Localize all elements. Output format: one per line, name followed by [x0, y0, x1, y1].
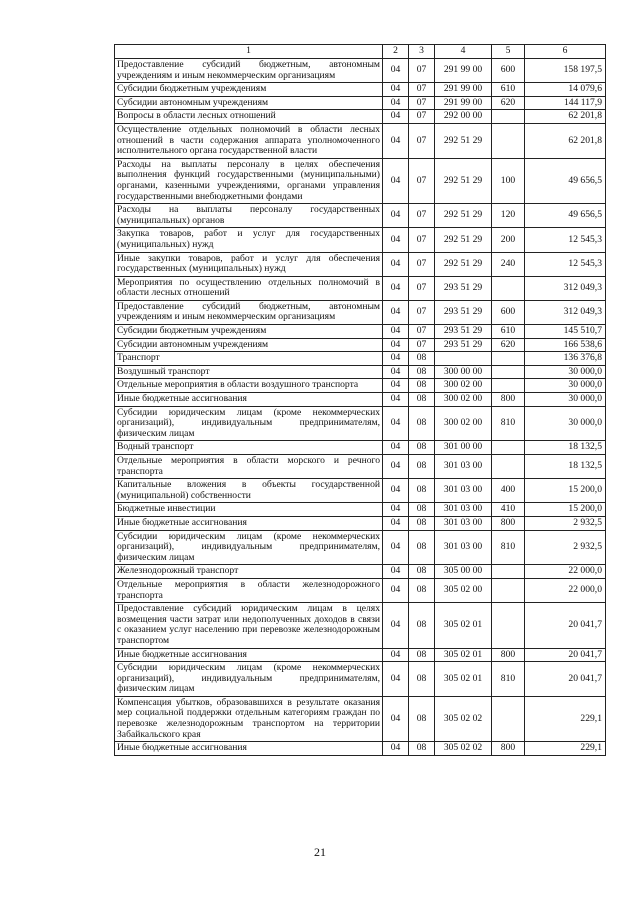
cell-expense-type: 810 — [492, 406, 525, 441]
table-row — [115, 300, 606, 324]
cell-subsection: 07 — [409, 300, 435, 324]
header-col-target-article: 4 — [435, 45, 492, 59]
cell-section: 04 — [383, 276, 409, 300]
cell-target-article: 293 51 29 — [435, 276, 492, 300]
cell-amount: 49 656,5 — [525, 158, 606, 203]
table-row — [115, 479, 606, 503]
cell-name: Компенсация убытков, образовавшихся в результате оказания мер социальной поддержки отдельным категориям граждан по перевозке железнодорожным транспортом на территории Забайкальского края — [115, 696, 383, 741]
cell-subsection: 07 — [409, 96, 435, 110]
cell-expense-type — [492, 276, 525, 300]
cell-target-article: 305 02 02 — [435, 742, 492, 756]
table-row — [115, 252, 606, 276]
cell-section: 04 — [383, 300, 409, 324]
cell-expense-type: 100 — [492, 158, 525, 203]
cell-subsection: 08 — [409, 516, 435, 530]
cell-target-article: 293 51 29 — [435, 325, 492, 339]
cell-amount: 15 200,0 — [525, 503, 606, 517]
cell-name: Субсидии автономным учреждениям — [115, 96, 383, 110]
cell-expense-type — [492, 565, 525, 579]
cell-expense-type: 240 — [492, 252, 525, 276]
cell-amount: 30 000,0 — [525, 365, 606, 379]
cell-subsection: 07 — [409, 110, 435, 124]
cell-amount: 2 932,5 — [525, 530, 606, 565]
cell-expense-type: 800 — [492, 648, 525, 662]
table-row — [115, 516, 606, 530]
cell-section: 04 — [383, 338, 409, 352]
cell-target-article — [435, 352, 492, 366]
cell-target-article: 301 03 00 — [435, 455, 492, 479]
cell-amount: 312 049,3 — [525, 276, 606, 300]
cell-name: Предоставление субсидий юридическим лицам в целях возмещения части затрат или недополученных доходов в связи с оказанием услуг населению при перевозке железнодорожным транспортом — [115, 603, 383, 648]
cell-amount: 20 041,7 — [525, 662, 606, 697]
cell-target-article: 292 51 29 — [435, 252, 492, 276]
cell-subsection: 07 — [409, 338, 435, 352]
header-col-subsection: 3 — [409, 45, 435, 59]
cell-section: 04 — [383, 530, 409, 565]
cell-section: 04 — [383, 352, 409, 366]
cell-name: Субсидии юридическим лицам (кроме некоммерческих организаций), индивидуальным предпринимателям, физическим лицам — [115, 662, 383, 697]
cell-subsection: 07 — [409, 204, 435, 228]
cell-name: Субсидии юридическим лицам (кроме некоммерческих организаций), индивидуальным предпринимателям, физическим лицам — [115, 406, 383, 441]
cell-name: Иные бюджетные ассигнования — [115, 516, 383, 530]
table-row — [115, 365, 606, 379]
cell-name: Иные бюджетные ассигнования — [115, 393, 383, 407]
cell-expense-type: 800 — [492, 516, 525, 530]
table-row — [115, 406, 606, 441]
cell-amount: 62 201,8 — [525, 123, 606, 158]
header-col-section: 2 — [383, 45, 409, 59]
cell-name: Железнодорожный транспорт — [115, 565, 383, 579]
cell-subsection: 07 — [409, 158, 435, 203]
cell-expense-type: 810 — [492, 662, 525, 697]
cell-amount: 20 041,7 — [525, 603, 606, 648]
cell-amount: 144 117,9 — [525, 96, 606, 110]
cell-subsection: 08 — [409, 365, 435, 379]
cell-subsection: 08 — [409, 479, 435, 503]
cell-target-article: 300 02 00 — [435, 379, 492, 393]
cell-subsection: 07 — [409, 252, 435, 276]
cell-amount: 12 545,3 — [525, 228, 606, 252]
cell-expense-type — [492, 123, 525, 158]
cell-section: 04 — [383, 503, 409, 517]
cell-name: Предоставление субсидий бюджетным, автономным учреждениям и иным некоммерческим организациям — [115, 59, 383, 83]
cell-amount: 49 656,5 — [525, 204, 606, 228]
table-row — [115, 276, 606, 300]
cell-name: Предоставление субсидий бюджетным, автономным учреждениям и иным некоммерческим организациям — [115, 300, 383, 324]
cell-name: Иные бюджетные ассигнования — [115, 648, 383, 662]
cell-expense-type: 610 — [492, 83, 525, 97]
cell-target-article: 305 02 01 — [435, 662, 492, 697]
table-row — [115, 648, 606, 662]
cell-name: Воздушный транспорт — [115, 365, 383, 379]
cell-expense-type: 400 — [492, 479, 525, 503]
cell-name: Осуществление отдельных полномочий в области лесных отношений в части содержания аппарата уполномоченного исполнительного органа государственной власти — [115, 123, 383, 158]
cell-target-article: 292 51 29 — [435, 123, 492, 158]
cell-name: Водный транспорт — [115, 441, 383, 455]
cell-amount: 136 376,8 — [525, 352, 606, 366]
cell-target-article: 301 03 00 — [435, 479, 492, 503]
cell-expense-type: 610 — [492, 325, 525, 339]
cell-subsection: 08 — [409, 696, 435, 741]
cell-expense-type — [492, 603, 525, 648]
cell-amount: 12 545,3 — [525, 252, 606, 276]
table-row — [115, 503, 606, 517]
cell-subsection: 07 — [409, 276, 435, 300]
cell-amount: 158 197,5 — [525, 59, 606, 83]
cell-expense-type — [492, 365, 525, 379]
cell-subsection: 07 — [409, 123, 435, 158]
cell-target-article: 305 02 01 — [435, 648, 492, 662]
cell-target-article: 291 99 00 — [435, 83, 492, 97]
cell-name: Транспорт — [115, 352, 383, 366]
cell-name: Иные бюджетные ассигнования — [115, 742, 383, 756]
cell-amount: 229,1 — [525, 742, 606, 756]
table-row — [115, 379, 606, 393]
cell-amount: 14 079,6 — [525, 83, 606, 97]
cell-subsection: 08 — [409, 379, 435, 393]
cell-name: Закупка товаров, работ и услуг для государственных (муниципальных) нужд — [115, 228, 383, 252]
cell-amount: 312 049,3 — [525, 300, 606, 324]
cell-section: 04 — [383, 406, 409, 441]
cell-expense-type: 600 — [492, 59, 525, 83]
cell-target-article: 291 99 00 — [435, 96, 492, 110]
table-row — [115, 338, 606, 352]
cell-section: 04 — [383, 479, 409, 503]
table-row — [115, 228, 606, 252]
table-row — [115, 530, 606, 565]
cell-expense-type — [492, 379, 525, 393]
cell-target-article: 305 00 00 — [435, 565, 492, 579]
cell-expense-type: 800 — [492, 742, 525, 756]
cell-amount: 30 000,0 — [525, 406, 606, 441]
cell-subsection: 07 — [409, 83, 435, 97]
cell-target-article: 301 03 00 — [435, 503, 492, 517]
cell-expense-type — [492, 455, 525, 479]
cell-name: Субсидии юридическим лицам (кроме некоммерческих организаций), индивидуальным предпринимателям, физическим лицам — [115, 530, 383, 565]
cell-section: 04 — [383, 578, 409, 602]
cell-name: Расходы на выплаты персоналу в целях обеспечения выполнения функций государственными (муниципальными) органами, казенными учреждениями, органами управления государственными внебюджетными фондами — [115, 158, 383, 203]
cell-section: 04 — [383, 325, 409, 339]
cell-subsection: 08 — [409, 648, 435, 662]
table-row — [115, 393, 606, 407]
cell-expense-type: 120 — [492, 204, 525, 228]
table-row — [115, 204, 606, 228]
cell-section: 04 — [383, 110, 409, 124]
cell-section: 04 — [383, 96, 409, 110]
cell-subsection: 08 — [409, 393, 435, 407]
table-row — [115, 441, 606, 455]
cell-subsection: 08 — [409, 455, 435, 479]
cell-expense-type: 620 — [492, 338, 525, 352]
cell-section: 04 — [383, 565, 409, 579]
table-row — [115, 158, 606, 203]
cell-name: Бюджетные инвестиции — [115, 503, 383, 517]
cell-name: Субсидии бюджетным учреждениям — [115, 83, 383, 97]
cell-section: 04 — [383, 83, 409, 97]
cell-name: Капитальные вложения в объекты государственной (муниципальной) собственности — [115, 479, 383, 503]
page-number: 21 — [314, 845, 326, 859]
table-row — [115, 603, 606, 648]
cell-amount: 18 132,5 — [525, 441, 606, 455]
table-row — [115, 123, 606, 158]
cell-name: Субсидии автономным учреждениям — [115, 338, 383, 352]
cell-name: Отдельные мероприятия в области морского и речного транспорта — [115, 455, 383, 479]
cell-subsection: 08 — [409, 530, 435, 565]
table-row — [115, 662, 606, 697]
table-row — [115, 110, 606, 124]
cell-expense-type — [492, 696, 525, 741]
cell-section: 04 — [383, 228, 409, 252]
cell-name: Отдельные мероприятия в области воздушного транспорта — [115, 379, 383, 393]
table-row — [115, 565, 606, 579]
cell-target-article: 301 03 00 — [435, 516, 492, 530]
cell-target-article: 300 02 00 — [435, 406, 492, 441]
cell-subsection: 08 — [409, 352, 435, 366]
cell-subsection: 08 — [409, 503, 435, 517]
table-row — [115, 742, 606, 756]
cell-amount: 30 000,0 — [525, 379, 606, 393]
cell-target-article: 291 99 00 — [435, 59, 492, 83]
cell-expense-type: 810 — [492, 530, 525, 565]
cell-amount: 2 932,5 — [525, 516, 606, 530]
header-col-expense-type: 5 — [492, 45, 525, 59]
cell-name: Мероприятия по осуществлению отдельных полномочий в области лесных отношений — [115, 276, 383, 300]
cell-target-article: 292 00 00 — [435, 110, 492, 124]
cell-name: Субсидии бюджетным учреждениям — [115, 325, 383, 339]
cell-section: 04 — [383, 158, 409, 203]
cell-amount: 62 201,8 — [525, 110, 606, 124]
cell-name: Иные закупки товаров, работ и услуг для обеспечения государственных (муниципальных) нужд — [115, 252, 383, 276]
cell-name: Расходы на выплаты персоналу государственных (муниципальных) органов — [115, 204, 383, 228]
table-row — [115, 325, 606, 339]
cell-expense-type — [492, 352, 525, 366]
cell-section: 04 — [383, 393, 409, 407]
table-row — [115, 455, 606, 479]
cell-section: 04 — [383, 252, 409, 276]
cell-subsection: 08 — [409, 578, 435, 602]
cell-expense-type — [492, 110, 525, 124]
cell-section: 04 — [383, 696, 409, 741]
cell-target-article: 292 51 29 — [435, 204, 492, 228]
table-row — [115, 696, 606, 741]
header-col-amount: 6 — [525, 45, 606, 59]
cell-expense-type — [492, 578, 525, 602]
cell-amount: 22 000,0 — [525, 565, 606, 579]
table-row — [115, 352, 606, 366]
table-body — [115, 59, 606, 756]
cell-amount: 145 510,7 — [525, 325, 606, 339]
cell-subsection: 07 — [409, 325, 435, 339]
cell-section: 04 — [383, 662, 409, 697]
cell-section: 04 — [383, 123, 409, 158]
cell-expense-type: 620 — [492, 96, 525, 110]
cell-amount: 15 200,0 — [525, 479, 606, 503]
header-col-name: 1 — [115, 45, 383, 59]
table-row — [115, 59, 606, 83]
cell-name: Вопросы в области лесных отношений — [115, 110, 383, 124]
cell-section: 04 — [383, 603, 409, 648]
cell-section: 04 — [383, 441, 409, 455]
cell-target-article: 305 02 00 — [435, 578, 492, 602]
cell-target-article: 305 02 02 — [435, 696, 492, 741]
table-row — [115, 83, 606, 97]
cell-target-article: 300 00 00 — [435, 365, 492, 379]
cell-expense-type: 200 — [492, 228, 525, 252]
budget-table — [114, 44, 606, 756]
cell-target-article: 293 51 29 — [435, 338, 492, 352]
cell-target-article: 292 51 29 — [435, 158, 492, 203]
cell-amount: 166 538,6 — [525, 338, 606, 352]
cell-section: 04 — [383, 516, 409, 530]
cell-subsection: 08 — [409, 742, 435, 756]
cell-amount: 22 000,0 — [525, 578, 606, 602]
cell-expense-type: 410 — [492, 503, 525, 517]
cell-amount: 18 132,5 — [525, 455, 606, 479]
cell-amount: 20 041,7 — [525, 648, 606, 662]
cell-section: 04 — [383, 59, 409, 83]
cell-expense-type: 800 — [492, 393, 525, 407]
cell-target-article: 293 51 29 — [435, 300, 492, 324]
cell-subsection: 07 — [409, 228, 435, 252]
cell-target-article: 300 02 00 — [435, 393, 492, 407]
cell-section: 04 — [383, 455, 409, 479]
cell-name: Отдельные мероприятия в области железнодорожного транспорта — [115, 578, 383, 602]
cell-subsection: 08 — [409, 406, 435, 441]
cell-section: 04 — [383, 742, 409, 756]
cell-target-article: 305 02 01 — [435, 603, 492, 648]
cell-amount: 30 000,0 — [525, 393, 606, 407]
cell-subsection: 08 — [409, 662, 435, 697]
table-row — [115, 578, 606, 602]
cell-target-article: 292 51 29 — [435, 228, 492, 252]
cell-subsection: 07 — [409, 59, 435, 83]
cell-target-article: 301 03 00 — [435, 530, 492, 565]
cell-subsection: 08 — [409, 441, 435, 455]
table-header-row — [115, 45, 606, 59]
cell-subsection: 08 — [409, 603, 435, 648]
cell-section: 04 — [383, 379, 409, 393]
cell-target-article: 301 00 00 — [435, 441, 492, 455]
cell-section: 04 — [383, 204, 409, 228]
cell-expense-type — [492, 441, 525, 455]
cell-section: 04 — [383, 648, 409, 662]
cell-subsection: 08 — [409, 565, 435, 579]
table-row — [115, 96, 606, 110]
cell-section: 04 — [383, 365, 409, 379]
cell-amount: 229,1 — [525, 696, 606, 741]
cell-expense-type: 600 — [492, 300, 525, 324]
